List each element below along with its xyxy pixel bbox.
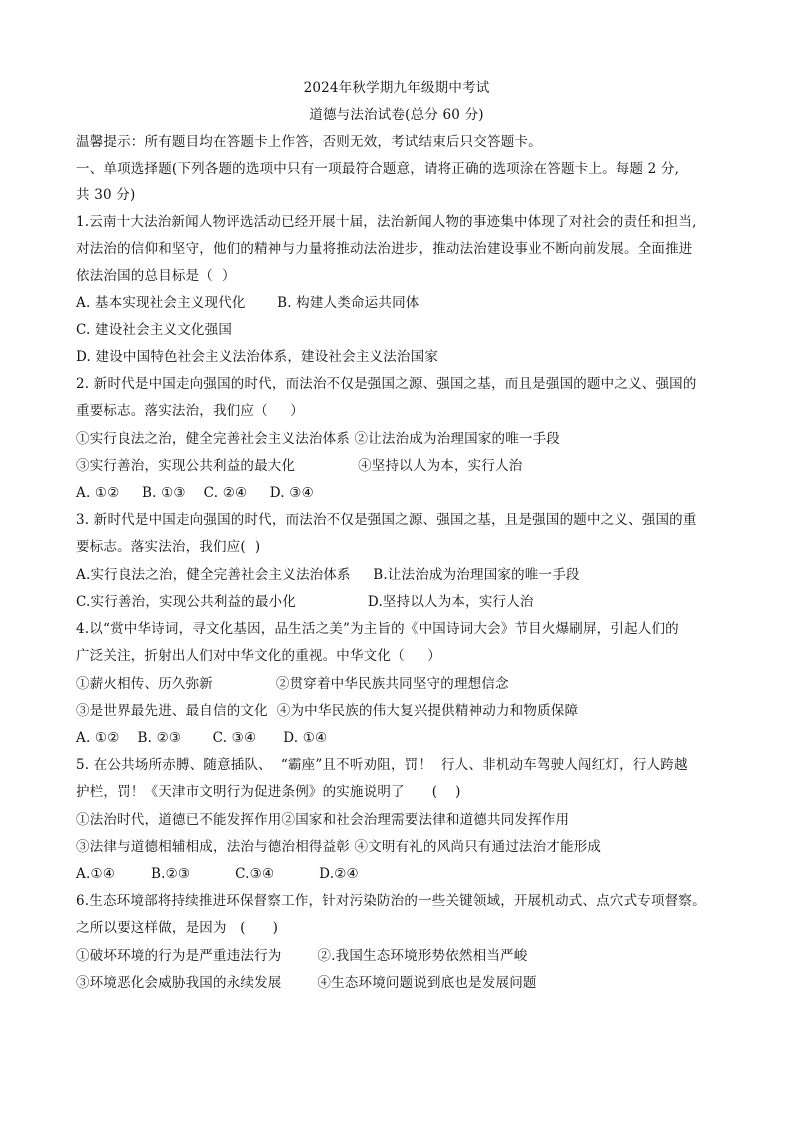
question-option: ③环境恶化会威胁我国的永续发展 ④生态环境问题说到底也是发展问题 (76, 975, 537, 991)
question-option: ①实行良法之治，健全完善社会主义法治体系 ②让法治成为治理国家的唯一手段 (76, 431, 560, 447)
question-stem: 5. 在公共场所赤膊、随意插队、 “霸座”且不听劝阻，罚！ 行人、非机动车驾驶人闯红灯，行人跨越 (76, 757, 688, 773)
question-stem: 4.以“赏中华诗词，寻文化基因，品生活之美”为主旨的《中国诗词大会》节目火爆刷屏，引起人们的 (76, 621, 679, 637)
question-stem: 依法治国的总目标是（ ） (76, 268, 236, 284)
question-option: ①法治时代，道德已不能发挥作用②国家和社会治理需要法律和道德共同发挥作用 (76, 812, 570, 828)
exam-title: 2024年秋学期九年级期中考试 (303, 80, 490, 96)
question-option: A. 基本实现社会主义现代化 B. 构建人类命运共同体 (76, 295, 420, 311)
question-option: A.①④ B.②③ C.③④ D.②④ (76, 866, 359, 882)
question-stem: 1.云南十大法治新闻人物评选活动已经开展十届，法治新闻人物的事迹集中体现了对社会的责任和担当, (76, 214, 697, 230)
question-option: ①薪火相传、历久弥新 ②贯穿着中华民族共同坚守的理想信念 (76, 676, 509, 692)
question-option: C.实行善治，实现公共利益的最小化 D.坚持以人为本，实行人治 (76, 594, 534, 610)
question-option: A. ①② B. ①③ C. ②④ D. ③④ (76, 485, 314, 501)
question-stem: 对法治的信仰和坚守，他们的精神与力量将推动法治进步，推动法治建设事业不断向前发展。全面推进 (76, 241, 693, 257)
exam-subtitle: 道德与法治试卷(总分 60 分) (309, 107, 484, 123)
question-stem: 广泛关注，折射出人们对中华文化的重视。中华文化（ ） (76, 648, 441, 664)
question-stem: 要标志。落实法治，我们应( ) (76, 539, 261, 555)
section-heading-cont: 共 30 分) (76, 187, 136, 203)
section-heading: 一、单项选择题(下列各题的选项中只有一项最符合题意，请将正确的选项涂在答题卡上。每题 2 分, (76, 161, 680, 177)
question-option: C. 建设社会主义文化强国 (76, 322, 233, 338)
notice-text: 温馨提示：所有题目均在答题卡上作答，否则无效，考试结束后只交答题卡。 (76, 134, 542, 150)
question-option: ③实行善治，实现公共利益的最大化 ④坚持以人为本，实行人治 (76, 458, 523, 474)
question-stem: 之所以要这样做，是因为 ( ) (76, 920, 279, 936)
question-option: A.实行良法之治，健全完善社会主义法治体系 B.让法治成为治理国家的唯一手段 (76, 567, 580, 583)
question-stem: 2. 新时代是中国走向强国的时代，而法治不仅是强国之源、强国之基，而且是强国的题中之义、强国的 (76, 376, 697, 392)
question-stem: 重要标志。落实法治，我们应（ ） (76, 403, 304, 419)
question-stem: 6.生态环境部将持续推进环保督察工作，针对污染防治的一些关键领域，开展机动式、点穴式专项督察。 (76, 893, 706, 909)
question-stem: 护栏，罚！《天津市文明行为促进条例》的实施说明了 ( ) (76, 784, 461, 800)
question-option: ①破坏环境的行为是严重违法行为 ②.我国生态环境形势依然相当严峻 (76, 948, 528, 964)
question-option: D. 建设中国特色社会主义法治体系，建设社会主义法治国家 (76, 349, 439, 365)
question-option: ③法律与道德相辅相成，法治与德治相得益彰 ④文明有礼的风尚只有通过法治才能形成 (76, 839, 602, 855)
question-option: ③是世界最先进、最自信的文化 ④为中华民族的伟大复兴提供精神动力和物质保障 (76, 703, 579, 719)
question-option: A. ①② B. ②③ C. ③④ D. ①④ (76, 730, 328, 746)
question-stem: 3. 新时代是中国走向强国的时代，而法治不仅是强国之源、强国之基，且是强国的题中之义、强国的重 (76, 512, 697, 528)
